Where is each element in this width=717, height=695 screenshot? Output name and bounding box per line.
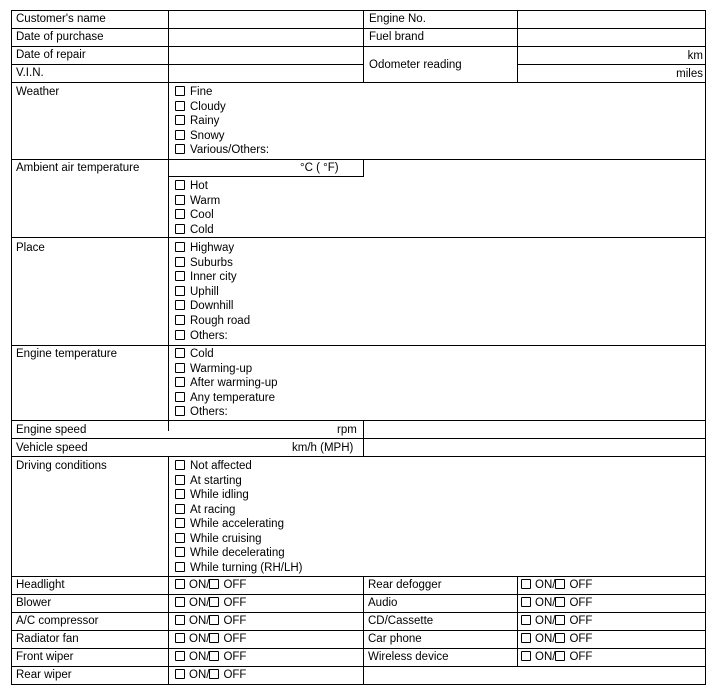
fuel-brand-field[interactable] xyxy=(518,29,704,46)
off-checkbox-icon[interactable] xyxy=(555,633,565,643)
place-option[interactable] xyxy=(175,314,250,328)
rule-v xyxy=(517,576,518,667)
ambient-option-label: Hot xyxy=(190,180,208,192)
driving-option-label: While cruising xyxy=(190,532,262,545)
off-checkbox-icon[interactable] xyxy=(555,597,565,607)
engine-no-label: Engine No. xyxy=(369,13,426,25)
customer-name-label: Customer's name xyxy=(16,13,106,25)
device-label: CD/Cassette xyxy=(368,615,434,627)
device-right-switch xyxy=(521,578,592,592)
checkbox-icon[interactable] xyxy=(175,489,185,499)
vehicle-speed-unit: km/h (MPH) xyxy=(292,442,354,454)
checkbox-icon[interactable] xyxy=(175,392,185,402)
checkbox-icon[interactable] xyxy=(175,533,185,543)
on-label: ON/ xyxy=(535,633,556,645)
engine-no-field[interactable] xyxy=(518,11,704,28)
checkbox-icon[interactable] xyxy=(175,518,185,528)
device-label: Rear wiper xyxy=(16,669,72,681)
on-checkbox-icon[interactable] xyxy=(175,633,185,643)
on-label: ON/ xyxy=(189,669,210,681)
off-checkbox-icon[interactable] xyxy=(209,669,219,679)
checkbox-icon[interactable] xyxy=(175,144,185,154)
rule-v xyxy=(363,159,364,177)
vin-field[interactable] xyxy=(168,65,362,82)
rule-h xyxy=(11,594,706,595)
off-checkbox-icon[interactable] xyxy=(555,615,565,625)
off-label: OFF xyxy=(223,633,247,645)
on-checkbox-icon[interactable] xyxy=(521,633,531,643)
miles-unit: miles xyxy=(676,68,703,80)
on-label: ON/ xyxy=(535,597,556,609)
rule-h xyxy=(11,237,706,238)
device-label: Radiator fan xyxy=(16,633,79,645)
driving-option[interactable] xyxy=(175,474,242,488)
engine-temp-option-label: Others: xyxy=(190,406,228,418)
off-label: OFF xyxy=(569,651,593,663)
date-of-repair-label: Date of repair xyxy=(16,49,86,61)
driving-option-label: While turning (RH/LH) xyxy=(190,561,303,574)
km-unit: km xyxy=(687,50,703,62)
customer-name-field[interactable] xyxy=(168,11,362,28)
place-option-label: Others: xyxy=(190,329,228,342)
driving-option-label: At starting xyxy=(190,474,242,487)
checkbox-icon[interactable] xyxy=(175,330,185,340)
place-option[interactable] xyxy=(175,299,233,313)
driving-option-label: Not affected xyxy=(190,460,252,472)
engine-temp-option-label: After warming-up xyxy=(190,377,278,389)
driving-option[interactable] xyxy=(175,459,252,473)
weather-option[interactable] xyxy=(175,100,226,114)
checkbox-icon[interactable] xyxy=(175,209,185,219)
place-option[interactable] xyxy=(175,256,233,270)
ambient-option-label: Cool xyxy=(190,209,214,221)
off-checkbox-icon[interactable] xyxy=(209,579,219,589)
on-label: ON/ xyxy=(189,651,210,663)
weather-option-label: Snowy xyxy=(190,129,225,142)
device-left-switch xyxy=(175,632,246,646)
vehicle-speed-field[interactable] xyxy=(168,439,362,456)
ambient-option-label: Cold xyxy=(190,223,214,236)
device-label: Headlight xyxy=(16,579,65,591)
weather-label: Weather xyxy=(16,86,60,98)
driving-option[interactable] xyxy=(175,532,262,546)
place-option[interactable] xyxy=(175,270,237,284)
engine-speed-label: Engine speed xyxy=(16,424,87,436)
off-label: OFF xyxy=(223,579,247,591)
device-right-switch xyxy=(521,596,592,610)
place-label: Place xyxy=(16,242,45,254)
rule-h xyxy=(11,345,706,346)
weather-option[interactable] xyxy=(175,129,225,143)
weather-option-label: Various/Others: xyxy=(190,144,270,156)
ambient-option[interactable] xyxy=(175,179,208,193)
weather-option[interactable] xyxy=(175,85,212,99)
engine-speed-unit: rpm xyxy=(337,424,357,436)
driving-conditions-label: Driving conditions xyxy=(16,460,107,472)
driving-option-label: While idling xyxy=(190,489,249,501)
engine-temp-option-label: Cold xyxy=(190,348,214,360)
checkbox-icon[interactable] xyxy=(175,86,185,96)
on-checkbox-icon[interactable] xyxy=(175,615,185,625)
on-checkbox-icon[interactable] xyxy=(175,669,185,679)
on-checkbox-icon[interactable] xyxy=(521,597,531,607)
rule-h xyxy=(11,456,706,457)
device-left-switch xyxy=(175,650,246,664)
driving-option[interactable] xyxy=(175,488,249,502)
checkbox-icon[interactable] xyxy=(175,242,185,252)
place-option[interactable] xyxy=(175,329,228,343)
on-checkbox-icon[interactable] xyxy=(175,579,185,589)
checkbox-icon[interactable] xyxy=(175,315,185,325)
rule-v xyxy=(168,82,169,431)
place-option-label: Downhill xyxy=(190,300,234,313)
on-checkbox-icon[interactable] xyxy=(521,615,531,625)
engine-temp-option[interactable] xyxy=(175,391,275,405)
on-label: ON/ xyxy=(535,579,556,591)
off-checkbox-icon[interactable] xyxy=(555,651,565,661)
date-of-repair-field[interactable] xyxy=(168,47,362,64)
on-label: ON/ xyxy=(535,651,556,663)
on-label: ON/ xyxy=(189,597,210,609)
off-label: OFF xyxy=(569,633,593,645)
device-right-switch xyxy=(521,614,592,628)
checkbox-icon[interactable] xyxy=(175,300,185,310)
checkbox-icon[interactable] xyxy=(175,224,185,234)
on-label: ON/ xyxy=(189,615,210,627)
ambient-temp-label: Ambient air temperature xyxy=(16,162,140,174)
off-label: OFF xyxy=(223,615,247,627)
driving-option[interactable] xyxy=(175,503,235,517)
place-option-label: Uphill xyxy=(190,285,219,298)
rule-v xyxy=(168,456,169,685)
place-option[interactable] xyxy=(175,285,219,299)
checkbox-icon[interactable] xyxy=(175,547,185,557)
engine-temp-option-label: Any temperature xyxy=(190,391,276,404)
rule-h xyxy=(11,576,706,577)
off-label: OFF xyxy=(223,669,247,681)
device-label: Wireless device xyxy=(368,651,449,663)
rule-h xyxy=(11,684,706,685)
device-right-switch xyxy=(521,632,592,646)
fuel-brand-label: Fuel brand xyxy=(369,31,424,43)
on-checkbox-icon[interactable] xyxy=(521,579,531,589)
device-label: A/C compressor xyxy=(16,615,99,627)
checkbox-icon[interactable] xyxy=(175,406,185,416)
device-left-switch xyxy=(175,578,246,592)
ambient-temp-unit: °C ( °F) xyxy=(300,162,339,174)
driving-option-label: While decelerating xyxy=(190,547,285,559)
device-label: Front wiper xyxy=(16,651,74,663)
vehicle-speed-label: Vehicle speed xyxy=(16,442,88,454)
on-checkbox-icon[interactable] xyxy=(521,651,531,661)
ambient-option-label: Warm xyxy=(190,194,221,207)
engine-temp-label: Engine temperature xyxy=(16,348,118,360)
off-checkbox-icon[interactable] xyxy=(555,579,565,589)
device-left-switch xyxy=(175,596,246,610)
off-label: OFF xyxy=(569,579,593,591)
rule-h xyxy=(11,666,706,667)
device-label: Blower xyxy=(16,597,52,609)
checkbox-icon[interactable] xyxy=(175,348,185,358)
rule-v xyxy=(363,10,364,83)
on-checkbox-icon[interactable] xyxy=(175,597,185,607)
weather-option-label: Fine xyxy=(190,86,213,98)
rule-h xyxy=(11,630,706,631)
checkbox-icon[interactable] xyxy=(175,286,185,296)
date-of-purchase-label: Date of purchase xyxy=(16,31,104,43)
engine-speed-field[interactable] xyxy=(168,421,362,438)
checkbox-icon[interactable] xyxy=(175,130,185,140)
device-left-switch xyxy=(175,668,246,682)
checkbox-icon[interactable] xyxy=(175,180,185,190)
checkbox-icon[interactable] xyxy=(175,271,185,281)
place-option-label: Suburbs xyxy=(190,256,233,269)
ambient-option[interactable] xyxy=(175,223,214,237)
checkbox-icon[interactable] xyxy=(175,257,185,267)
weather-option[interactable] xyxy=(175,114,219,128)
ambient-temp-field[interactable] xyxy=(168,159,362,176)
device-right-switch xyxy=(521,650,592,664)
checkbox-icon[interactable] xyxy=(175,475,185,485)
odometer-km-field[interactable] xyxy=(518,47,678,64)
on-label: ON/ xyxy=(189,633,210,645)
ambient-option[interactable] xyxy=(175,208,214,222)
weather-option-label: Rainy xyxy=(190,115,220,127)
rule-v xyxy=(11,10,12,685)
weather-option[interactable] xyxy=(175,143,269,157)
device-left-switch xyxy=(175,614,246,628)
driving-option[interactable] xyxy=(175,517,284,531)
device-label: Car phone xyxy=(368,633,422,645)
off-label: OFF xyxy=(223,651,247,663)
ambient-option[interactable] xyxy=(175,194,220,208)
weather-option-label: Cloudy xyxy=(190,100,226,113)
device-label: Audio xyxy=(368,597,398,609)
on-checkbox-icon[interactable] xyxy=(175,651,185,661)
on-label: ON/ xyxy=(189,579,210,591)
rule-h xyxy=(11,648,706,649)
rule-v xyxy=(705,10,706,685)
engine-temp-option-label: Warming-up xyxy=(190,362,253,375)
checkbox-icon[interactable] xyxy=(175,562,185,572)
rule-h xyxy=(11,612,706,613)
on-label: ON/ xyxy=(535,615,556,627)
checkbox-icon[interactable] xyxy=(175,377,185,387)
rule-v xyxy=(363,420,364,457)
place-option-label: Rough road xyxy=(190,315,251,327)
place-option[interactable] xyxy=(175,241,234,255)
driving-option[interactable] xyxy=(175,561,302,575)
engine-temp-option[interactable] xyxy=(175,362,252,376)
checkbox-icon[interactable] xyxy=(175,195,185,205)
vin-label: V.I.N. xyxy=(16,67,44,79)
place-option-label: Highway xyxy=(190,242,235,254)
engine-temp-option[interactable] xyxy=(175,405,228,419)
off-label: OFF xyxy=(569,615,593,627)
odometer-reading-label: Odometer reading xyxy=(369,59,462,71)
checkbox-icon[interactable] xyxy=(175,504,185,514)
off-checkbox-icon[interactable] xyxy=(209,615,219,625)
checkbox-icon[interactable] xyxy=(175,115,185,125)
odometer-miles-field[interactable] xyxy=(518,65,668,82)
rule-h xyxy=(168,176,364,177)
driving-option-label: At racing xyxy=(190,503,236,516)
driving-option-label: While accelerating xyxy=(190,518,284,530)
rule-v xyxy=(363,576,364,685)
off-label: OFF xyxy=(569,597,593,609)
checkbox-icon[interactable] xyxy=(175,460,185,470)
checkbox-icon[interactable] xyxy=(175,101,185,111)
driving-option[interactable] xyxy=(175,546,285,560)
off-checkbox-icon[interactable] xyxy=(209,651,219,661)
checkbox-icon[interactable] xyxy=(175,363,185,373)
engine-temp-option[interactable] xyxy=(175,376,278,390)
rule-h xyxy=(11,82,706,83)
engine-temp-option[interactable] xyxy=(175,347,214,361)
off-checkbox-icon[interactable] xyxy=(209,633,219,643)
off-label: OFF xyxy=(223,597,247,609)
place-option-label: Inner city xyxy=(190,271,237,284)
date-of-purchase-field[interactable] xyxy=(168,29,362,46)
off-checkbox-icon[interactable] xyxy=(209,597,219,607)
device-label: Rear defogger xyxy=(368,579,442,591)
